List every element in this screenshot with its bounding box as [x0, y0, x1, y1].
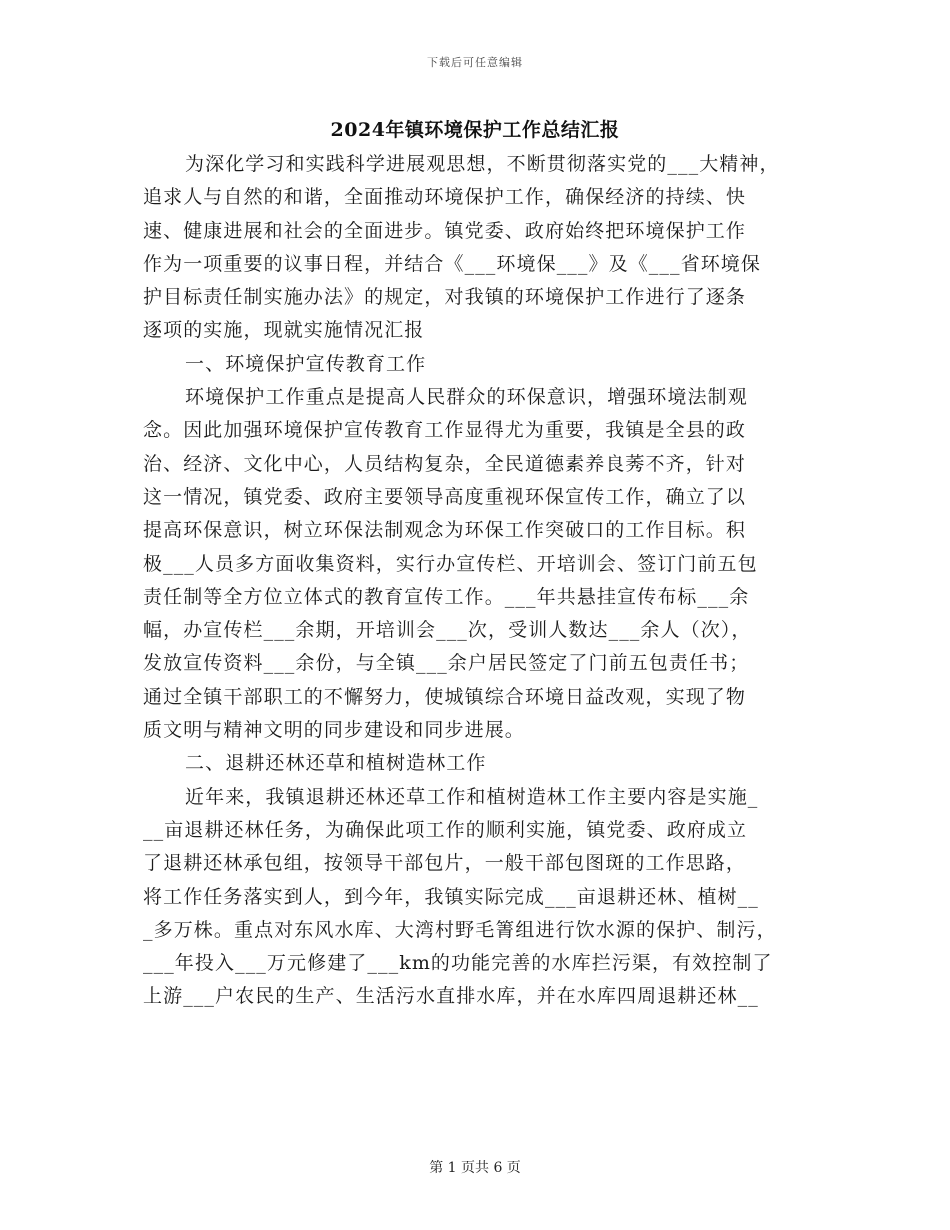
document-body — [143, 148, 819, 1014]
text-line: 作为一项重要的议事日程，并结合《___环境保___》及《___省环境保 — [143, 252, 762, 275]
text-line: 发放宣传资料___余份，与全镇___余户居民签定了门前五包责任书； — [143, 652, 750, 675]
document-title: 2024年镇环境保护工作总结汇报 — [330, 119, 620, 141]
text-line: 责任制等全方位立体式的教育宣传工作。___年共悬挂宣传布标___余 — [143, 585, 750, 608]
text-line: _多万株。重点对东风水库、大湾村野毛箐组进行饮水源的保护、制污， — [143, 918, 777, 941]
text-line: 了退耕还林承包组，按领导干部包片，一般干部包图斑的工作思路， — [143, 852, 747, 875]
text-line: 环境保护工作重点是提高人民群众的环保意识，增强环境法制观 — [185, 386, 748, 409]
text-line: 幅，办宣传栏___余期，开培训会___次，受训人数达___余人（次）， — [143, 619, 752, 642]
text-line: 逐项的实施，现就实施情况汇报 — [143, 319, 425, 342]
text-line: 治、经济、文化中心，人员结构复杂，全民道德素养良莠不齐，针对 — [143, 452, 747, 475]
section-heading: 二、退耕还林还草和植树造林工作 — [185, 752, 487, 775]
text-line: 追求人与自然的和谐，全面推动环境保护工作，确保经济的持续、快 — [143, 186, 747, 209]
text-line: 提高环保意识，树立环保法制观念为环保工作突破口的工作目标。积 — [143, 519, 747, 542]
text-line: 通过全镇干部职工的不懈努力，使城镇综合环境日益改观，实现了物 — [143, 685, 747, 708]
text-line: __亩退耕还林任务，为确保此项工作的顺利实施，镇党委、政府成立 — [143, 818, 748, 841]
text-line: 念。因此加强环境保护宣传教育工作显得尤为重要，我镇是全县的政 — [143, 419, 747, 442]
text-line: ___年投入___万元修建了___km的功能完善的水库拦污渠，有效控制了 — [143, 952, 773, 975]
text-line: 这一情况，镇党委、政府主要领导高度重视环保宣传工作，确立了以 — [143, 485, 747, 508]
text-line: 为深化学习和实践科学进展观思想，不断贯彻落实党的___大精神， — [185, 153, 780, 175]
text-line: 上游___户农民的生产、生活污水直排水库，并在水库四周退耕还林__ — [143, 985, 759, 1008]
text-line: 将工作任务落实到人，到今年，我镇实际完成___亩退耕还林、植树__ — [143, 885, 759, 908]
text-line: 极___人员多方面收集资料，实行办宣传栏、开培训会、签订门前五包 — [143, 552, 758, 575]
text-line: 近年来，我镇退耕还林还草工作和植树造林工作主要内容是实施_ — [185, 785, 759, 808]
text-line: 质文明与精神文明的同步建设和同步进展。 — [143, 719, 525, 742]
section-heading: 一、环境保护宣传教育工作 — [185, 352, 427, 375]
text-line: 速、健康进展和社会的全面进步。镇党委、政府始终把环境保护工作 — [143, 219, 747, 242]
text-line: 护目标责任制实施办法》的规定，对我镇的环境保护工作进行了逐条 — [143, 286, 747, 309]
page-footer: 第 1 页共 6 页 — [429, 1160, 521, 1176]
header-note: 下载后可任意编辑 — [427, 56, 523, 69]
